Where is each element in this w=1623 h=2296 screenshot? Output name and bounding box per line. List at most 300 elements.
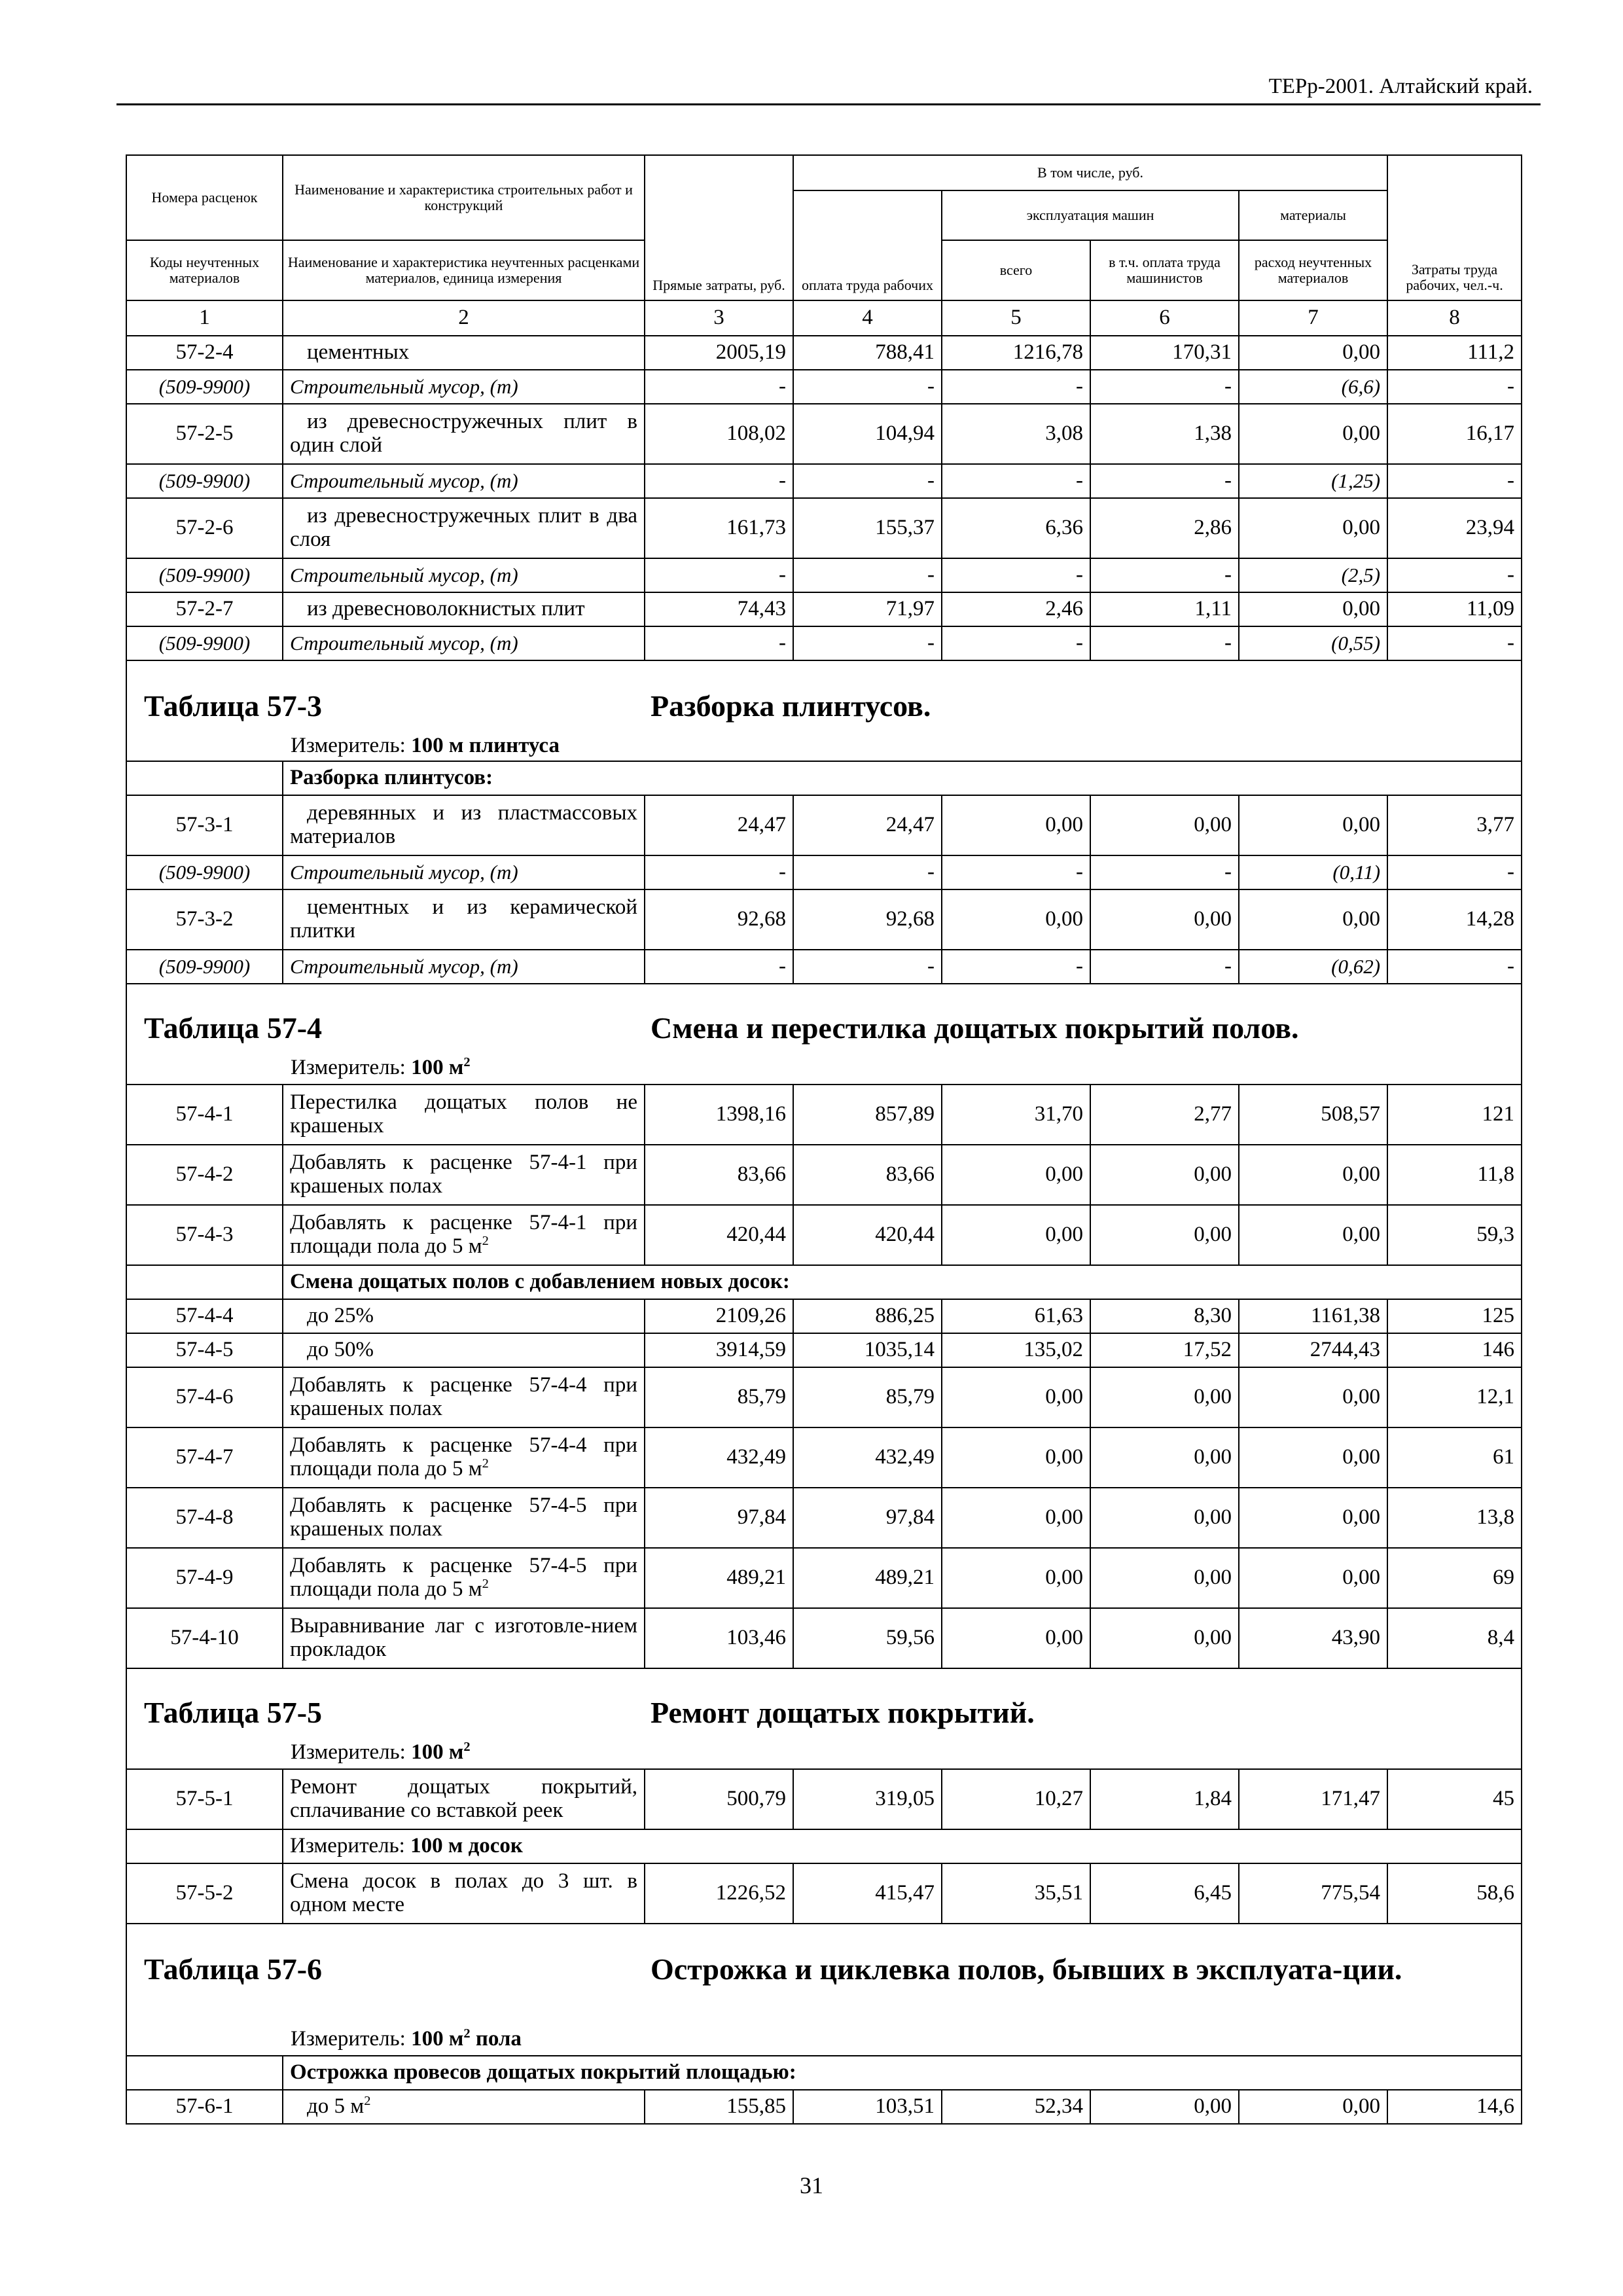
cell-value: 14,6	[1387, 2090, 1522, 2124]
cell-value: 0,00	[1090, 795, 1239, 855]
cell-value: 0,00	[942, 795, 1090, 855]
cell-value: 0,00	[1090, 2090, 1239, 2124]
cell-value: 432,49	[793, 1427, 942, 1488]
section-header-57-6	[126, 1924, 1522, 2056]
cell-value: 108,02	[645, 404, 793, 464]
table-row	[126, 1488, 1522, 1548]
cell-value: 24,47	[645, 795, 793, 855]
table-row	[126, 795, 1522, 855]
rate-code: 57-4-9	[126, 1548, 283, 1608]
material-code: (509-9900)	[126, 950, 283, 984]
empty-cell	[126, 1265, 283, 1299]
cell-value: 13,8	[1387, 1488, 1522, 1548]
rate-name-text: Добавлять к расценке 57-4-4 при площади пола до 5 м	[290, 1433, 637, 1480]
cell-value: 2744,43	[1239, 1333, 1387, 1367]
superscript: 2	[482, 1234, 489, 1248]
rate-name: Добавлять к расценке 57-4-1 при крашеных полах	[283, 1145, 645, 1205]
section-title: Ремонт дощатых покрытий.	[651, 1696, 1035, 1729]
table-row	[126, 336, 1522, 370]
cell-value: 489,21	[645, 1548, 793, 1608]
section-unit	[291, 1741, 471, 1765]
cell-value: 24,47	[793, 795, 942, 855]
cell-value: 2109,26	[645, 1299, 793, 1333]
cell-value: 0,00	[1090, 1205, 1239, 1265]
cell-value: 0,00	[942, 1488, 1090, 1548]
dash: -	[1090, 626, 1239, 660]
material-code: (509-9900)	[126, 370, 283, 404]
col-num: 2	[283, 300, 645, 336]
cell-value: 121	[1387, 1085, 1522, 1145]
table-row	[126, 1367, 1522, 1427]
cell-value: 2005,19	[645, 336, 793, 370]
material-code: (509-9900)	[126, 626, 283, 660]
unit-row	[126, 1829, 1522, 1863]
cell-value: 886,25	[793, 1299, 942, 1333]
table-row	[126, 1548, 1522, 1608]
unit-label: Измеритель:	[291, 1056, 406, 1079]
page-header	[116, 69, 1541, 105]
cell-value: 155,85	[645, 2090, 793, 2124]
head-machines: эксплуатация машин	[942, 190, 1239, 240]
rate-name: цементных и из керамической плитки	[283, 889, 645, 950]
dash: -	[645, 626, 793, 660]
cell-value: 23,94	[1387, 498, 1522, 558]
dash: -	[645, 464, 793, 498]
cell-value: 0,00	[1239, 1427, 1387, 1488]
cell-value: 11,8	[1387, 1145, 1522, 1205]
head-materials-sub: расход неучтенных материалов	[1239, 240, 1387, 300]
cell-value: 0,00	[1239, 404, 1387, 464]
cell-value: 92,68	[645, 889, 793, 950]
cell-value: 0,00	[1239, 498, 1387, 558]
cell-value: 6,45	[1090, 1863, 1239, 1924]
cell-value: 35,51	[942, 1863, 1090, 1924]
cell-value: 0,00	[942, 1608, 1090, 1668]
cell-value: 0,00	[1090, 1367, 1239, 1427]
section-cell	[126, 1924, 1522, 2056]
debris-quantity: (0,62)	[1239, 950, 1387, 984]
cell-value: 0,00	[1239, 1488, 1387, 1548]
cell-value: 415,47	[793, 1863, 942, 1924]
dash: -	[645, 558, 793, 592]
section-header-57-4	[126, 984, 1522, 1085]
rate-name	[283, 1427, 645, 1488]
debris-quantity: (0,11)	[1239, 855, 1387, 889]
dash: -	[942, 558, 1090, 592]
document-title: ТЕРр-2001. Алтайский край.	[1268, 75, 1533, 98]
cell-value: 420,44	[645, 1205, 793, 1265]
section-number: Таблица 57-3	[144, 689, 323, 723]
dash: -	[1387, 950, 1522, 984]
cell-value: 0,00	[942, 1145, 1090, 1205]
subhead-row	[126, 761, 1522, 795]
cell-value: 59,56	[793, 1608, 942, 1668]
dash: -	[793, 370, 942, 404]
cell-value: 0,00	[942, 1427, 1090, 1488]
cell-value: 0,00	[942, 889, 1090, 950]
material-code: (509-9900)	[126, 855, 283, 889]
cell-value: 0,00	[1239, 1205, 1387, 1265]
debris-row	[126, 464, 1522, 498]
table-row	[126, 1085, 1522, 1145]
cell-value: 6,36	[942, 498, 1090, 558]
column-numbers-row	[126, 300, 1522, 336]
cell-value: 59,3	[1387, 1205, 1522, 1265]
rate-code: 57-4-7	[126, 1427, 283, 1488]
table-row	[126, 1427, 1522, 1488]
cell-value: 155,37	[793, 498, 942, 558]
cell-value: 31,70	[942, 1085, 1090, 1145]
unit-superscript: 2	[463, 1740, 471, 1754]
cell-value: 170,31	[1090, 336, 1239, 370]
rate-code: 57-3-2	[126, 889, 283, 950]
section-number: Таблица 57-4	[144, 1011, 323, 1045]
subhead-text: Разборка плинтусов:	[283, 761, 1522, 795]
cell-value: 85,79	[645, 1367, 793, 1427]
table-row	[126, 498, 1522, 558]
rate-code: 57-4-2	[126, 1145, 283, 1205]
col-num: 6	[1090, 300, 1239, 336]
head-col1-bottom: Коды неучтенных материалов	[126, 240, 283, 300]
rate-code: 57-4-3	[126, 1205, 283, 1265]
cell-value: 508,57	[1239, 1085, 1387, 1145]
debris-row	[126, 950, 1522, 984]
cell-value: 775,54	[1239, 1863, 1387, 1924]
rate-code: 57-4-4	[126, 1299, 283, 1333]
material-name: Строительный мусор, (т)	[283, 950, 645, 984]
dash: -	[942, 464, 1090, 498]
unit-value: 100 м	[411, 2027, 464, 2051]
cell-value: 0,00	[1090, 1427, 1239, 1488]
dash: -	[1387, 626, 1522, 660]
rate-code: 57-6-1	[126, 2090, 283, 2124]
table-row	[126, 889, 1522, 950]
head-labor-pay: оплата труда рабочих	[793, 190, 942, 300]
cell-value: 10,27	[942, 1769, 1090, 1829]
section-number: Таблица 57-6	[144, 1952, 323, 1986]
empty-cell	[126, 1829, 283, 1863]
cell-value: 0,00	[1090, 1548, 1239, 1608]
cell-value: 97,84	[793, 1488, 942, 1548]
rate-name: цементных	[283, 336, 645, 370]
subhead-text: Смена дощатых полов с добавлением новых досок:	[283, 1265, 1522, 1299]
cell-value: 2,46	[942, 592, 1090, 626]
section-number: Таблица 57-5	[144, 1696, 323, 1729]
material-name: Строительный мусор, (т)	[283, 855, 645, 889]
head-direct-costs: Прямые затраты, руб.	[645, 155, 793, 300]
cell-value: 8,30	[1090, 1299, 1239, 1333]
cell-value: 1035,14	[793, 1333, 942, 1367]
table-row	[126, 1863, 1522, 1924]
cell-value: 92,68	[793, 889, 942, 950]
rate-name: Добавлять к расценке 57-4-4 при крашеных полах	[283, 1367, 645, 1427]
unit-value: 100 м плинтуса	[411, 734, 560, 757]
subhead-text: Острожка провесов дощатых покрытий площадью:	[283, 2056, 1522, 2090]
cell-value: 104,94	[793, 404, 942, 464]
material-name: Строительный мусор, (т)	[283, 626, 645, 660]
cell-value: 43,90	[1239, 1608, 1387, 1668]
cell-value: 103,51	[793, 2090, 942, 2124]
rate-name: Выравнивание лаг с изготовле-нием прокладок	[283, 1608, 645, 1668]
rate-code: 57-4-8	[126, 1488, 283, 1548]
cell-value: 0,00	[1239, 592, 1387, 626]
cell-value: 500,79	[645, 1769, 793, 1829]
section-header-57-3	[126, 660, 1522, 761]
section-unit	[291, 1056, 471, 1080]
section-header-57-5	[126, 1668, 1522, 1769]
rate-name	[283, 1548, 645, 1608]
rate-code: 57-5-1	[126, 1769, 283, 1829]
table-row	[126, 1769, 1522, 1829]
rate-name: Ремонт дощатых покрытий, сплачивание со вставкой реек	[283, 1769, 645, 1829]
head-labor-hours: Затраты труда рабочих, чел.-ч.	[1387, 155, 1522, 300]
rate-code: 57-4-5	[126, 1333, 283, 1367]
unit-label: Измеритель:	[291, 1740, 406, 1764]
dash: -	[1090, 558, 1239, 592]
table-row	[126, 1608, 1522, 1668]
cell-value: 432,49	[645, 1427, 793, 1488]
table-row	[126, 592, 1522, 626]
cell-value: 45	[1387, 1769, 1522, 1829]
debris-quantity: (2,5)	[1239, 558, 1387, 592]
superscript: 2	[482, 1456, 489, 1471]
cell-value: 2,86	[1090, 498, 1239, 558]
cell-value: 69	[1387, 1548, 1522, 1608]
rate-name: из древесностружечных плит в два слоя	[283, 498, 645, 558]
rate-code: 57-4-6	[126, 1367, 283, 1427]
rate-name	[283, 1205, 645, 1265]
dash: -	[1090, 464, 1239, 498]
unit-value: 100 м	[411, 1740, 464, 1764]
cell-value: 3914,59	[645, 1333, 793, 1367]
section-unit	[291, 2028, 522, 2051]
section-title: Острожка и циклевка полов, бывших в эксплуата-ции.	[651, 1952, 1402, 1986]
rate-name: Добавлять к расценке 57-4-5 при крашеных полах	[283, 1488, 645, 1548]
rate-name-text: Добавлять к расценке 57-4-5 при площади пола до 5 м	[290, 1554, 637, 1601]
cell-value: 0,00	[942, 1205, 1090, 1265]
section-cell	[126, 984, 1522, 1085]
rate-name: деревянных и из пластмассовых материалов	[283, 795, 645, 855]
superscript: 2	[364, 2094, 371, 2109]
header-row-1	[126, 155, 1522, 190]
table-row	[126, 404, 1522, 464]
dash: -	[793, 626, 942, 660]
section-cell	[126, 660, 1522, 761]
head-col2-top: Наименование и характеристика строительных работ и конструкций	[283, 155, 645, 240]
col-num: 7	[1239, 300, 1387, 336]
cell-value: 1161,38	[1239, 1299, 1387, 1333]
rate-code: 57-5-2	[126, 1863, 283, 1924]
cell-value: 111,2	[1387, 336, 1522, 370]
col-num: 3	[645, 300, 793, 336]
dash: -	[1387, 855, 1522, 889]
cell-value: 83,66	[645, 1145, 793, 1205]
dash: -	[942, 855, 1090, 889]
rate-code: 57-2-6	[126, 498, 283, 558]
section-title: Смена и перестилка дощатых покрытий полов.	[651, 1011, 1299, 1045]
cell-value: 3,08	[942, 404, 1090, 464]
cell-value: 103,46	[645, 1608, 793, 1668]
dash: -	[942, 950, 1090, 984]
section-cell	[126, 1668, 1522, 1769]
debris-quantity: (1,25)	[1239, 464, 1387, 498]
dash: -	[1387, 464, 1522, 498]
debris-row	[126, 855, 1522, 889]
debris-quantity: (0,55)	[1239, 626, 1387, 660]
price-table	[126, 154, 1522, 2125]
cell-value: 58,6	[1387, 1863, 1522, 1924]
cell-value: 0,00	[1239, 1367, 1387, 1427]
cell-value: 3,77	[1387, 795, 1522, 855]
cell-value: 2,77	[1090, 1085, 1239, 1145]
rate-name: из древесностружечных плит в один слой	[283, 404, 645, 464]
cell-value: 0,00	[1239, 889, 1387, 950]
empty-cell	[126, 2056, 283, 2090]
cell-value: 319,05	[793, 1769, 942, 1829]
empty-cell	[126, 761, 283, 795]
table-row	[126, 1205, 1522, 1265]
cell-value: 0,00	[1239, 336, 1387, 370]
cell-value: 0,00	[942, 1548, 1090, 1608]
cell-value: 420,44	[793, 1205, 942, 1265]
unit-value: 100 м	[411, 1056, 464, 1079]
cell-value: 1216,78	[942, 336, 1090, 370]
dash: -	[942, 626, 1090, 660]
unit-label: Измеритель:	[291, 734, 406, 757]
dash: -	[793, 855, 942, 889]
cell-value: 52,34	[942, 2090, 1090, 2124]
head-col1-top: Номера расценок	[126, 155, 283, 240]
rate-name: Перестилка дощатых полов не крашеных	[283, 1085, 645, 1145]
table-row	[126, 1145, 1522, 1205]
cell-value: 61	[1387, 1427, 1522, 1488]
subhead-row	[126, 1265, 1522, 1299]
table-row	[126, 1333, 1522, 1367]
cell-value: 161,73	[645, 498, 793, 558]
cell-value: 0,00	[1090, 1145, 1239, 1205]
cell-value: 83,66	[793, 1145, 942, 1205]
cell-value: 0,00	[1090, 889, 1239, 950]
dash: -	[645, 950, 793, 984]
cell-value: 0,00	[1239, 1548, 1387, 1608]
cell-value: 171,47	[1239, 1769, 1387, 1829]
dash: -	[942, 370, 1090, 404]
rate-code: 57-2-7	[126, 592, 283, 626]
cell-value: 857,89	[793, 1085, 942, 1145]
table-row	[126, 2090, 1522, 2124]
cell-value: 85,79	[793, 1367, 942, 1427]
dash: -	[1090, 950, 1239, 984]
cell-value: 125	[1387, 1299, 1522, 1333]
rate-name: Смена досок в полах до 3 шт. в одном месте	[283, 1863, 645, 1924]
cell-value: 8,4	[1387, 1608, 1522, 1668]
debris-quantity: (6,6)	[1239, 370, 1387, 404]
cell-value: 97,84	[645, 1488, 793, 1548]
rate-name	[283, 2090, 645, 2124]
cell-value: 0,00	[1239, 795, 1387, 855]
debris-row	[126, 558, 1522, 592]
col-num: 5	[942, 300, 1090, 336]
cell-value: 0,00	[1239, 2090, 1387, 2124]
unit-tail: пола	[470, 2027, 522, 2051]
unit-row-text	[283, 1829, 1522, 1863]
rate-name: до 25%	[283, 1299, 645, 1333]
dash: -	[1090, 855, 1239, 889]
unit-superscript: 2	[463, 1055, 471, 1069]
cell-value: 0,00	[1090, 1488, 1239, 1548]
cell-value: 1226,52	[645, 1863, 793, 1924]
head-machines-total: всего	[942, 240, 1090, 300]
dash: -	[793, 464, 942, 498]
debris-row	[126, 370, 1522, 404]
rate-code: 57-4-1	[126, 1085, 283, 1145]
cell-value: 61,63	[942, 1299, 1090, 1333]
cell-value: 14,28	[1387, 889, 1522, 950]
rate-name: до 50%	[283, 1333, 645, 1367]
cell-value: 74,43	[645, 592, 793, 626]
head-col2-bottom: Наименование и характеристика неучтенных расценками материалов, единица измерения	[283, 240, 645, 300]
section-unit	[291, 734, 560, 758]
unit-value: 100 м досок	[410, 1834, 523, 1858]
cell-value: 0,00	[1239, 1145, 1387, 1205]
unit-superscript: 2	[463, 2026, 471, 2041]
dash: -	[793, 950, 942, 984]
table-row	[126, 1299, 1522, 1333]
rate-code: 57-3-1	[126, 795, 283, 855]
material-name: Строительный мусор, (т)	[283, 558, 645, 592]
head-machinists: в т.ч. оплата труда машинистов	[1090, 240, 1239, 300]
rate-code: 57-2-4	[126, 336, 283, 370]
col-num: 4	[793, 300, 942, 336]
head-incl: В том числе, руб.	[793, 155, 1387, 190]
cell-value: 1,11	[1090, 592, 1239, 626]
cell-value: 11,09	[1387, 592, 1522, 626]
dash: -	[1387, 370, 1522, 404]
cell-value: 12,1	[1387, 1367, 1522, 1427]
unit-label: Измеритель:	[290, 1834, 405, 1858]
cell-value: 146	[1387, 1333, 1522, 1367]
cell-value: 1398,16	[645, 1085, 793, 1145]
col-num: 8	[1387, 300, 1522, 336]
rate-name-text: до 5 м	[307, 2094, 365, 2119]
cell-value: 0,00	[1090, 1608, 1239, 1668]
material-name: Строительный мусор, (т)	[283, 370, 645, 404]
superscript: 2	[482, 1577, 489, 1591]
material-code: (509-9900)	[126, 558, 283, 592]
rate-name: из древесноволокнистых плит	[283, 592, 645, 626]
unit-label: Измеритель:	[291, 2027, 406, 2051]
page-number: 31	[800, 2172, 823, 2198]
debris-row	[126, 626, 1522, 660]
rate-name-text: Добавлять к расценке 57-4-1 при площади пола до 5 м	[290, 1211, 637, 1258]
cell-value: 16,17	[1387, 404, 1522, 464]
rate-code: 57-2-5	[126, 404, 283, 464]
cell-value: 17,52	[1090, 1333, 1239, 1367]
cell-value: 489,21	[793, 1548, 942, 1608]
dash: -	[645, 370, 793, 404]
cell-value: 71,97	[793, 592, 942, 626]
cell-value: 135,02	[942, 1333, 1090, 1367]
cell-value: 1,38	[1090, 404, 1239, 464]
dash: -	[1090, 370, 1239, 404]
head-materials: материалы	[1239, 190, 1387, 240]
col-num: 1	[126, 300, 283, 336]
dash: -	[1387, 558, 1522, 592]
material-name: Строительный мусор, (т)	[283, 464, 645, 498]
cell-value: 1,84	[1090, 1769, 1239, 1829]
subhead-row	[126, 2056, 1522, 2090]
material-code: (509-9900)	[126, 464, 283, 498]
